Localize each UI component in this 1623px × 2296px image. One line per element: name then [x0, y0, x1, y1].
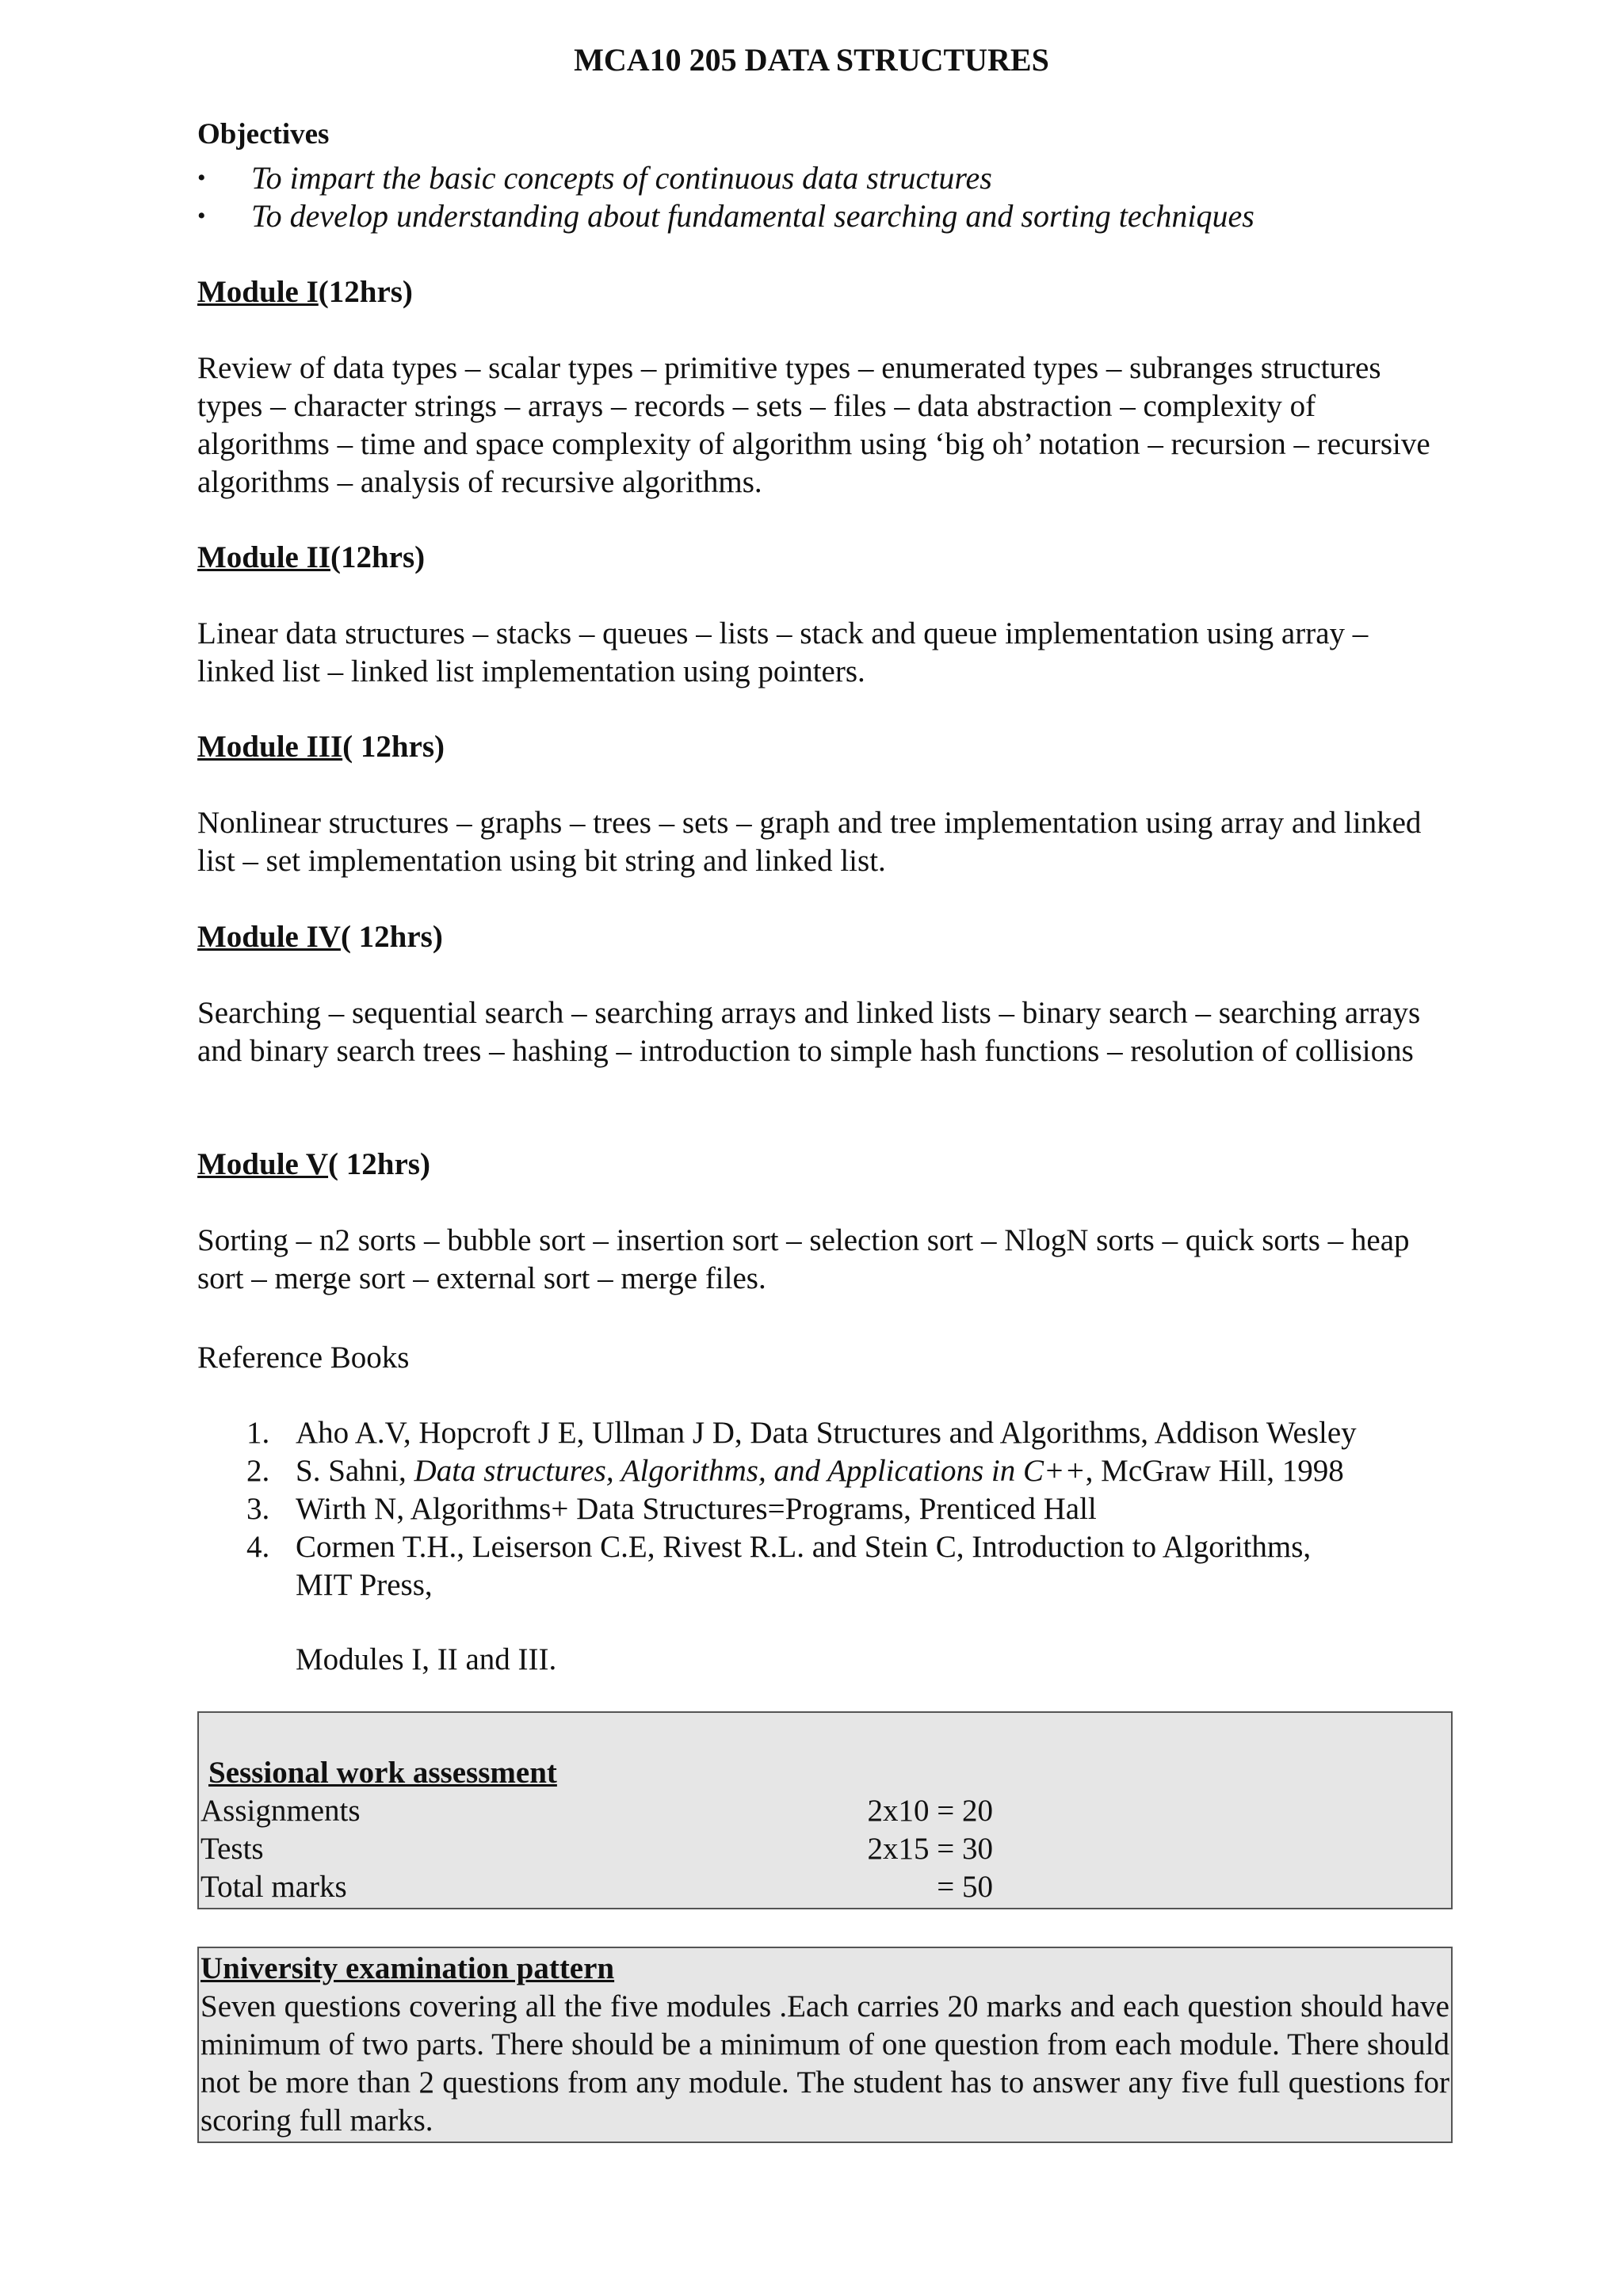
references-heading: Reference Books	[197, 1341, 410, 1375]
module-4-heading	[197, 918, 443, 956]
reference-text: Wirth N, Algorithms+ Data Structures=Programs, Prenticed Hall	[296, 1492, 1097, 1526]
module-name: Module II	[197, 540, 330, 574]
module-3-heading	[197, 728, 445, 766]
objective-text: To impart the basic concepts of continuous data structures	[251, 160, 992, 196]
module-name: Module IV	[197, 920, 341, 954]
list-item	[197, 159, 1451, 197]
sessional-title: Sessional work assessment	[208, 1756, 557, 1790]
references-list	[197, 1414, 1457, 1604]
sessional-assessment-box	[197, 1711, 1453, 1909]
list-number: 1.	[246, 1416, 270, 1450]
page-title: MCA10 205 DATA STRUCTURES	[574, 42, 1049, 78]
reference-text: Aho A.V, Hopcroft J E, Ullman J D, Data Structures and Algorithms, Addison Wesley	[296, 1416, 1357, 1450]
objectives-list	[197, 159, 1451, 235]
exam-title: University examination pattern	[200, 1951, 615, 1985]
row-label: Total marks	[200, 1870, 347, 1904]
module-1-heading	[197, 273, 413, 311]
module-hours: ( 12hrs)	[342, 730, 445, 764]
bullet-icon: •	[197, 203, 206, 229]
list-number: 3.	[246, 1492, 270, 1526]
row-value: = 50	[937, 1870, 993, 1904]
module-1-text: Review of data types – scalar types – primitive types – enumerated types – subranges structures types – character strings – arrays – records – sets – files – data abstraction – complexity of algorithms – time and space complexity of algorithm using ‘big oh’ notation – recursion – recursive algorithms – analysis of recursive algorithms.	[197, 351, 1430, 499]
reference-text: S. Sahni, Data structures, Algorithms, and Applications in C++, McGraw Hill, 1998	[296, 1454, 1344, 1488]
list-item	[197, 1490, 1457, 1528]
row-label: Assignments	[200, 1794, 361, 1828]
module-5-text: Sorting – n2 sorts – bubble sort – insertion sort – selection sort – NlogN sorts – quick sorts – heap sort – merge sort – external sort – merge files.	[197, 1223, 1410, 1295]
reference-text: Cormen T.H., Leiserson C.E, Rivest R.L. and Stein C, Introduction to Algorithms, MIT Press,	[296, 1530, 1312, 1602]
list-number: 2.	[246, 1454, 270, 1488]
module-hours: ( 12hrs)	[340, 920, 443, 954]
module-5-heading	[197, 1146, 430, 1184]
module-2-heading	[197, 539, 425, 577]
row-label: Tests	[200, 1832, 264, 1866]
bullet-icon: •	[197, 165, 206, 191]
list-item	[197, 1414, 1457, 1452]
module-name: Module I	[197, 275, 319, 309]
objectives-heading: Objectives	[197, 118, 330, 151]
module-name: Module V	[197, 1147, 329, 1181]
row-value: 2x10 = 20	[867, 1794, 993, 1828]
list-item	[197, 1528, 1457, 1604]
objective-text: To develop understanding about fundamental searching and sorting techniques	[251, 198, 1254, 234]
module-hours: ( 12hrs)	[328, 1147, 430, 1181]
module-3-text: Nonlinear structures – graphs – trees – sets – graph and tree implementation using array and linked list – set implementation using bit string and linked list.	[197, 806, 1422, 878]
module-4-text: Searching – sequential search – searching arrays and linked lists – binary search – searching arrays and binary search trees – hashing – introduction to simple hash functions – resolution of collisions	[197, 996, 1421, 1068]
exam-pattern-box	[197, 1947, 1453, 2143]
list-number: 4.	[246, 1530, 270, 1564]
list-item	[197, 197, 1451, 235]
list-item	[197, 1452, 1457, 1490]
row-value: 2x15 = 30	[867, 1832, 993, 1866]
references-note: Modules I, II and III.	[296, 1642, 557, 1676]
module-name: Module III	[197, 730, 343, 764]
module-2-text: Linear data structures – stacks – queues – lists – stack and queue implementation using array – linked list – linked list implementation using pointers.	[197, 616, 1369, 688]
module-hours: (12hrs)	[318, 275, 413, 309]
module-hours: (12hrs)	[330, 540, 426, 574]
book-title: Data structures, Algorithms, and Applications in C++	[414, 1454, 1086, 1488]
exam-text: Seven questions covering all the five modules .Each carries 20 marks and each question should have minimum of two parts. There should be a minimum of one question from each module. There should not be more than 2 questions from any module. The student has to answer any five full questions for scoring full marks.	[200, 1989, 1449, 2138]
